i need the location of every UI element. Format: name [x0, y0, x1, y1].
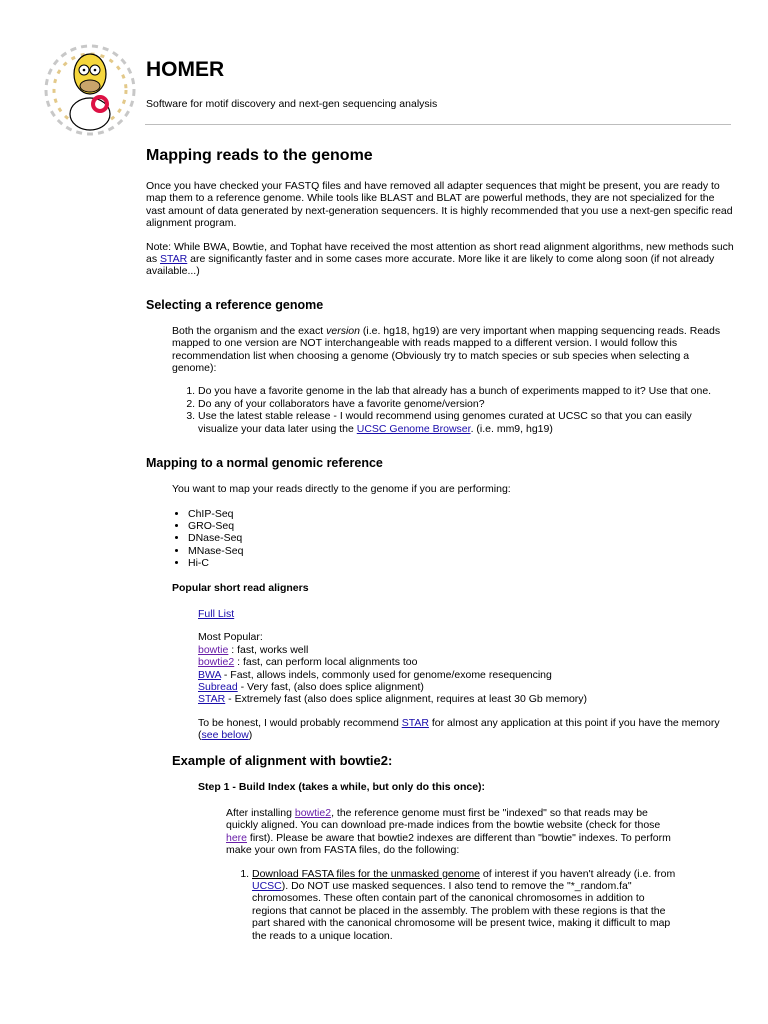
header-divider — [145, 124, 731, 125]
star-link[interactable]: STAR — [160, 253, 188, 266]
note-paragraph: Note: While BWA, Bowtie, and Tophat have received the most attention as short read alignment algorithms, new methods such as STAR are significantly faster and in some cases more accurate. More like it are likely to come along soon (if not already available...) — [146, 240, 734, 278]
step1-list — [226, 868, 676, 942]
most-popular-label: Most Popular: — [198, 631, 263, 644]
ucsc-browser-link[interactable]: UCSC Genome Browser — [356, 422, 471, 435]
ucsc-link[interactable]: UCSC — [252, 880, 282, 893]
site-tagline: Software for motif discovery and next-gen sequencing analysis — [146, 98, 438, 110]
list-item: 1. Download FASTA files for the unmasked genome of interest if you haven't already (i.e. from UCSC). Do NOT use masked sequences. I also tend to remove the "*_random.fa" chromosomes. These often contain part of the canonical chromosomes in addition to regions that cannot be placed in the assembly. The problem with these regions is that the part shared with the canonical chromosome will be present twice, making it difficult to map the reads to a unique location. — [252, 868, 676, 942]
download-fasta-link[interactable]: Download FASTA files for the unmasked genome — [252, 867, 481, 880]
reference-list — [172, 385, 734, 435]
page-heading: Mapping reads to the genome — [146, 147, 373, 164]
bowtie-link[interactable]: bowtie — [198, 643, 229, 656]
subread-link[interactable]: Subread — [198, 680, 238, 693]
main-content — [146, 146, 734, 954]
star-aligner-link[interactable]: STAR — [198, 693, 226, 706]
normal-paragraph: You want to map your reads directly to the genome if you are performing: — [172, 483, 511, 496]
aligners-block — [198, 608, 734, 742]
list-item: 1. Do you have a favorite genome in the lab that already has a bunch of experiments mapped to it? Use that one. — [198, 385, 734, 397]
list-item: • GRO-Seq — [188, 520, 734, 532]
reference-block — [172, 325, 734, 435]
recommendation-paragraph: To be honest, I would probably recommend STAR for almost any application at this point if you have the memory (see below) — [198, 716, 720, 742]
reference-paragraph: Both the organism and the exact version (i.e. hg18, hg19) are very important when mapping sequencing reads. Reads mapped to one version are NOT interchangeable with reads mapped to a different version. I would follow this recommendation list when choosing a genome (Obviously try to match species or sub species when selecting a genome): — [172, 324, 721, 375]
aligner-row: Subread - Very fast, (also does splice alignment) — [198, 680, 424, 693]
step1-heading: Step 1 - Build Index (takes a while, but only do this once): — [198, 780, 486, 793]
list-item: • DNase-Seq — [188, 532, 734, 544]
here-link[interactable]: here — [226, 831, 248, 844]
section-heading-reference: Selecting a reference genome — [146, 297, 324, 312]
normal-block — [172, 483, 734, 742]
bwa-link[interactable]: BWA — [198, 668, 221, 681]
bowtie2-install-link[interactable]: bowtie2 — [294, 807, 332, 819]
full-list-link[interactable]: Full List — [198, 607, 235, 620]
list-item: 3. Use the latest stable release - I would recommend using genomes curated at UCSC so that you can easily visualize your data later using the UCSC Genome Browser. (i.e. mm9, hg19) — [198, 410, 734, 435]
list-item: • MNase-Seq — [188, 545, 734, 557]
aligner-row: bowtie : fast, works well — [198, 643, 309, 656]
assay-list — [172, 508, 734, 570]
list-item: • Hi-C — [188, 557, 734, 569]
aligners-heading: Popular short read aligners — [172, 581, 309, 594]
aligner-row: STAR - Extremely fast (also does splice alignment, requires at least 30 Gb memory) — [198, 693, 588, 706]
example-heading: Example of alignment with bowtie2: — [172, 752, 393, 768]
homer-logo — [40, 40, 140, 140]
star-recommend-link[interactable]: STAR — [401, 716, 429, 729]
section-heading-normal: Mapping to a normal genomic reference — [146, 456, 383, 471]
aligner-row: bowtie2 : fast, can perform local alignments too — [198, 656, 418, 669]
step1-paragraph: After installing bowtie2, the reference genome must first be "indexed" so that reads may be quickly aligned. You can download pre-made indices from the bowtie website (check for those here first). Please be aware that bowtie2 indexes are different than "bowtie" indexes. To perform make your own from FASTA files, do the following: — [226, 807, 671, 857]
intro-paragraph: Once you have checked your FASTQ files and have removed all adapter sequences that might be present, you are ready to map them to a reference genome. While tools like BLAST and BLAT are powerful methods, they are not specialized for the vast amount of data generated by next-generation sequencers. It is highly recommended that you use a next-gen specific read alignment program. — [146, 180, 733, 230]
aligner-row: BWA - Fast, allows indels, commonly used for genome/exome resequencing — [198, 668, 552, 681]
example-block — [172, 753, 734, 942]
step1-block — [226, 807, 734, 942]
see-below-link[interactable]: see below — [201, 729, 249, 742]
site-title: HOMER — [146, 58, 225, 81]
list-item: 2. Do any of your collaborators have a favorite genome/version? — [198, 398, 734, 410]
bowtie2-link[interactable]: bowtie2 — [198, 656, 235, 669]
list-item: • ChIP-Seq — [188, 508, 734, 520]
